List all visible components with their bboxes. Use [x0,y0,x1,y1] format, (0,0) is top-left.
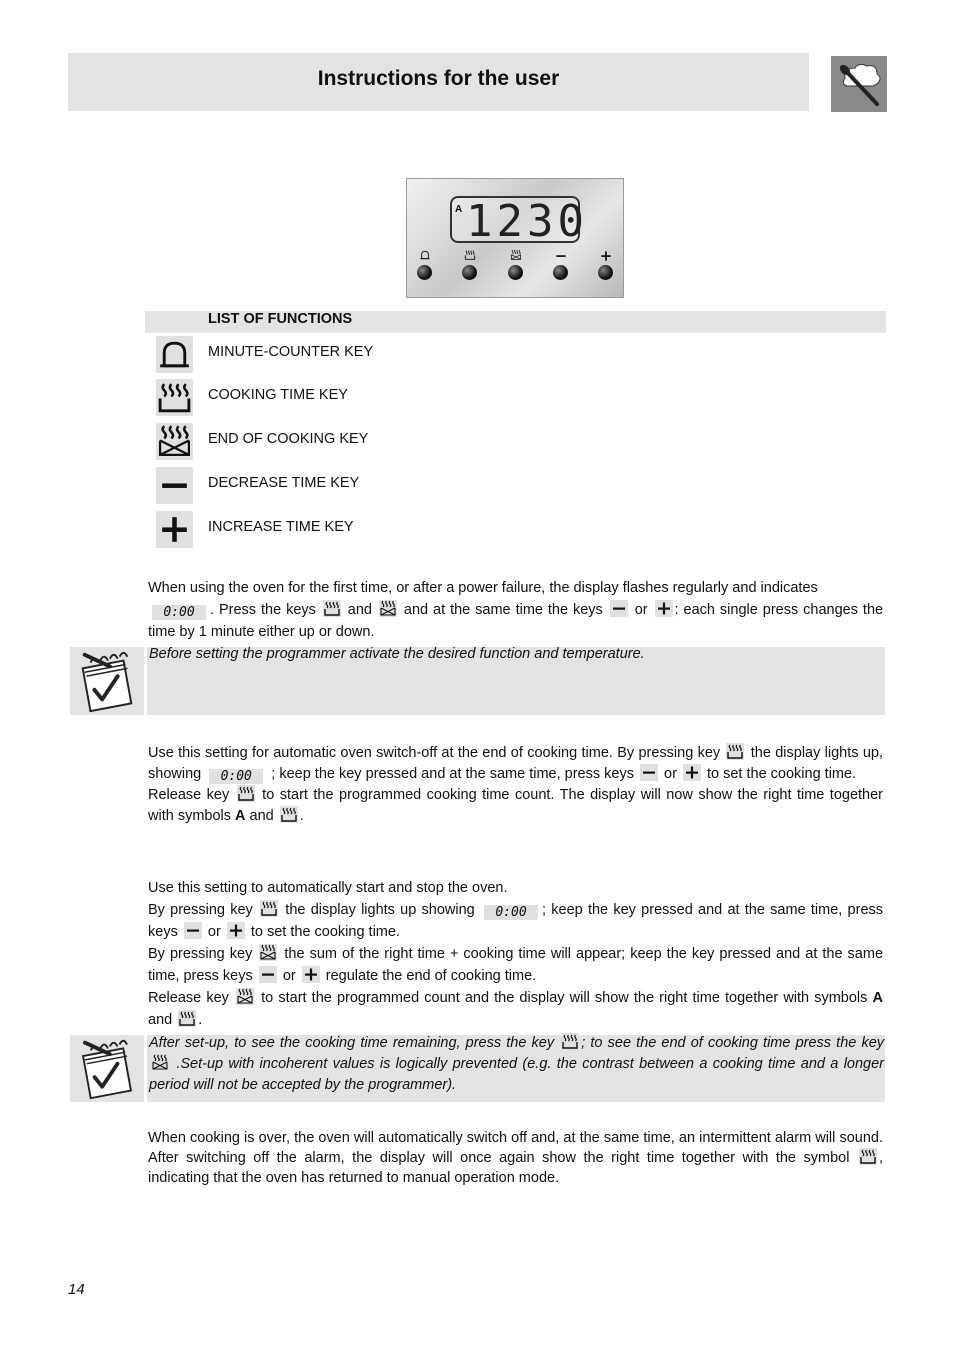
list-item-label: END OF COOKING KEY [208,431,369,447]
paragraph-semi-automatic: Use this setting for automatic oven switch-off at the end of cooking time. By pressing key the display lights up, showing 0:00 ; keep the key pressed and at the same time, press keys or to set the cooking time. Release key to start the programmed cooking time count. The display will now show the right time together with symbols A and . [148,745,884,824]
cooking-time-icon [280,806,298,823]
page-number: 14 [68,1281,85,1298]
cooking-time-icon [237,785,255,802]
panel-knob-cooking-time [462,265,477,280]
list-item-label: INCREASE TIME KEY [208,519,354,535]
minus-icon [156,467,193,504]
display-zero-indicator: 0:00 [152,605,206,620]
plus-icon [655,600,673,617]
display-zero-indicator: 0:00 [209,769,263,784]
paragraph-first-use: When using the oven for the first time, or after a power failure, the display flashes regularly and indicates 0:00 . Press the keys and and at the same time the keys or : each single press changes the time by 1 minute either up or down. [148,580,884,640]
list-item-label: COOKING TIME KEY [208,387,348,403]
panel-knob-minute-counter [417,265,432,280]
end-of-cooking-icon [259,944,277,961]
chef-logo-icon [831,56,887,112]
end-of-cooking-icon [236,988,254,1005]
bell-icon [156,336,193,373]
cooking-time-icon [260,900,278,917]
cooking-time-icon [178,1010,196,1027]
plus-icon [227,922,245,939]
notepad-icon [70,1035,144,1102]
panel-knob-end-of-cooking [508,265,523,280]
plus-icon [156,511,193,548]
list-item-label: MINUTE-COUNTER KEY [208,344,374,360]
end-of-cooking-icon [156,423,193,460]
minus-icon [259,966,277,983]
note-before-setting: Before setting the programmer activate the desired function and temperature. [149,646,645,662]
panel-bell-icon [417,249,433,263]
plus-icon [683,764,701,781]
cooking-time-icon [726,743,744,760]
minus-icon [184,922,202,939]
panel-cook-icon [462,249,478,263]
minus-icon [610,600,628,617]
cooking-time-icon [859,1148,877,1165]
display-zero-indicator: 0:00 [484,905,538,920]
panel-knob-decrease [553,265,568,280]
lcd-time: 1230 [466,196,588,247]
note-after-setup: After set-up, to see the cooking time remaining, press the key ; to see the end of cooking time press the key .Set-up with incoherent values is logically prevented (e.g. the contrast between a cooking time and a longer period will not be accepted by the programmer). [149,1035,885,1093]
list-item-label: DECREASE TIME KEY [208,475,360,491]
symbol-a: A [235,808,246,824]
page-title: Instructions for the user [317,67,560,90]
minus-icon [640,764,658,781]
lcd-display [450,196,588,247]
panel-minus-icon [553,249,569,265]
symbol-a: A [872,990,884,1006]
cooking-time-icon [561,1033,579,1050]
end-of-cooking-icon [379,600,397,617]
paragraph-end-of-cooking: When cooking is over, the oven will automatically switch off and, at the same time, an intermittent alarm will sound. After switching off the alarm, the display will once again show the right time together with the symbol , indicating that the oven has returned to manual operation mode. [148,1130,884,1186]
lcd-indicator-a: A [455,204,463,215]
paragraph-automatic: Use this setting to automatically start and stop the oven. By pressing key the display lights up showing 0:00 ; keep the key pressed and at the same time, press keys or to set the cooking time. By pressing key the sum of the right time + cooking time will appear; keep the key pressed and at the same time, press keys or regulate the end of cooking time. Release key to start the programmed count and the display will show the right time together with symbols A and . [148,880,884,1028]
panel-plus-icon [598,249,614,265]
control-panel-image [406,178,624,298]
notepad-icon [70,647,144,715]
panel-knob-increase [598,265,613,280]
end-of-cooking-icon [151,1054,169,1071]
plus-icon [302,966,320,983]
list-title: LIST OF FUNCTIONS [208,311,353,327]
panel-end-icon [508,249,524,263]
cooking-time-icon [323,600,341,617]
header-bar [68,53,809,111]
cooking-time-icon [156,379,193,416]
